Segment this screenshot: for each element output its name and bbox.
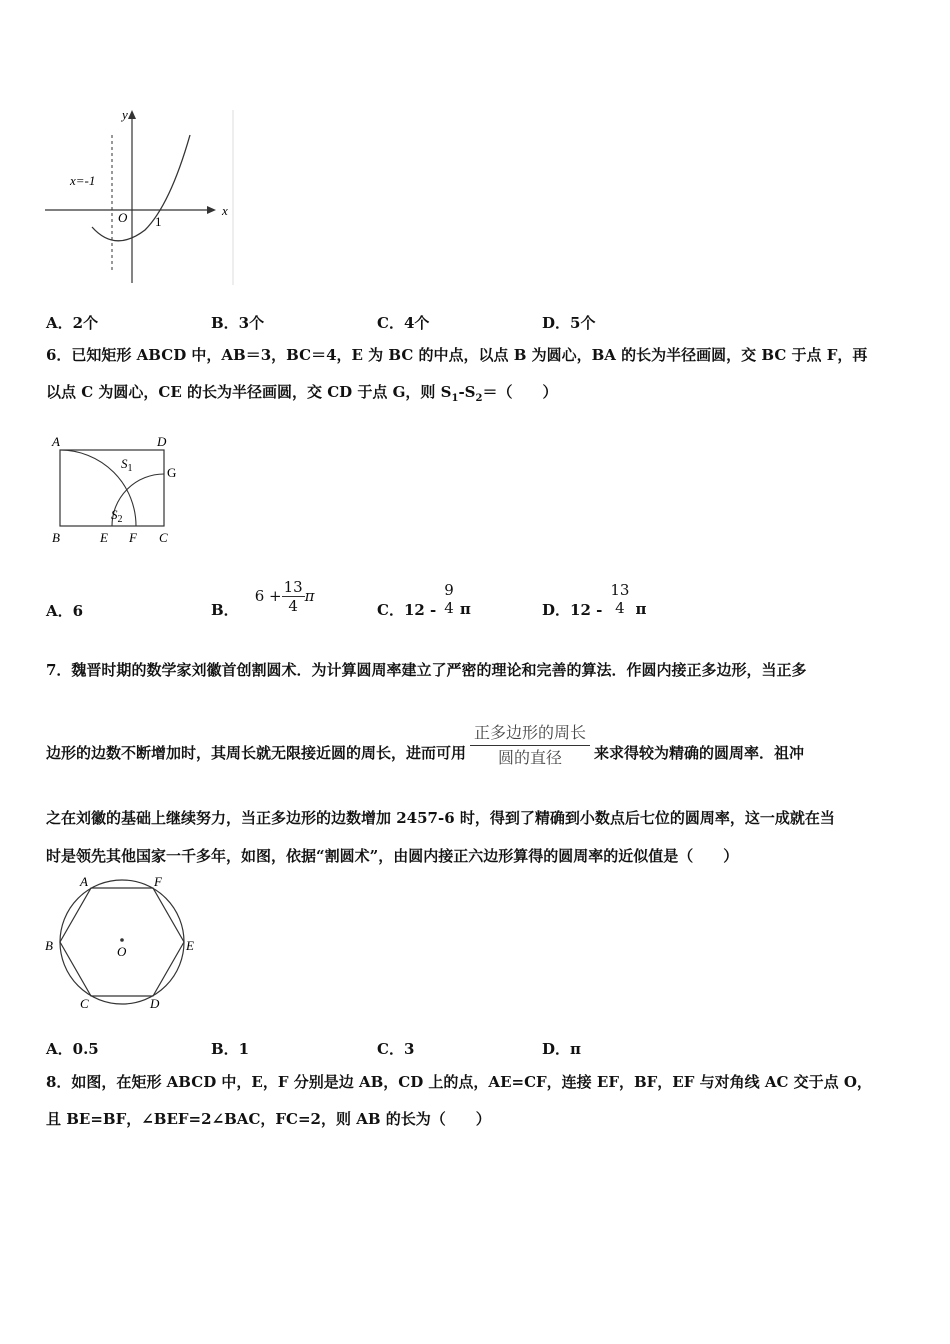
q7-line-2-post: 来求得较为精确的圆周率．祖冲 xyxy=(594,744,805,762)
q6-option-b-whole: 6 + xyxy=(254,587,282,605)
q5-option-c[interactable]: C．4个 xyxy=(377,314,430,332)
q6-sub-2: 2 xyxy=(475,393,483,404)
label-a: A xyxy=(52,434,60,449)
q6-option-c[interactable] xyxy=(377,577,471,627)
q7-option-c[interactable]: C．3 xyxy=(377,1040,415,1058)
q6-option-d-numerator: 13 xyxy=(610,581,630,599)
q6-option-d-prefix: D．12 - xyxy=(542,600,603,619)
label-a: A xyxy=(80,874,88,889)
label-e: E xyxy=(100,530,108,545)
q7-option-a[interactable]: A．0.5 xyxy=(46,1040,99,1058)
label-s2: $S_2$ xyxy=(111,507,123,525)
q6-option-b-pi: π xyxy=(304,587,315,605)
x-neg1-label: x=-1 xyxy=(70,173,96,188)
y-axis-arrow-icon xyxy=(128,110,136,119)
q6-line-1: 6．已知矩形 ABCD 中，AB＝3，BC＝4，E 为 BC 的中点，以点 B 为圆心，BA 的长为半径画圆，交 BC 于点 F，再 xyxy=(46,346,868,364)
q6-option-b-fraction xyxy=(282,578,305,615)
q6-option-d-pi: π xyxy=(635,600,647,618)
q7-line-2 xyxy=(46,720,804,770)
origin-label: O xyxy=(118,210,128,225)
q7-line-4: 时是领先其他国家一千多年，如图，依据“割圆术”，由圆内接正六边形算得的圆周率的近似值是（ ） xyxy=(46,847,739,865)
label-c: C xyxy=(80,996,89,1011)
q6-option-b-prefix: B． xyxy=(211,600,239,619)
q6-option-b-denominator: 4 xyxy=(288,596,298,615)
label-o: O xyxy=(117,944,127,959)
q6-option-d[interactable] xyxy=(542,577,646,627)
q7-option-b[interactable]: B．1 xyxy=(211,1040,250,1058)
label-s1: $S_1$ xyxy=(121,456,133,474)
q8-line-2: 且 BE=BF，∠BEF=2∠BAC，FC=2，则 AB 的长为（ ） xyxy=(46,1110,491,1128)
q6-line-2-mid: -S xyxy=(458,383,476,401)
q6-option-c-fraction xyxy=(442,581,456,617)
q7-hexagon-figure xyxy=(40,872,205,1012)
parabola-curve xyxy=(92,135,190,241)
q8-line-1: 8．如图，在矩形 ABCD 中，E，F 分别是边 AB，CD 上的点，AE=CF，连接 EF，BF，EF 与对角线 AC 交于点 O， xyxy=(46,1073,872,1091)
q6-option-c-pi: π xyxy=(459,600,471,618)
q7-fraction-denominator: 圆的直径 xyxy=(498,747,563,767)
label-c: C xyxy=(159,530,168,545)
q6-option-c-numerator: 9 xyxy=(444,581,454,599)
q6-option-b-numerator: 13 xyxy=(283,577,303,596)
q5-option-a[interactable]: A．2个 xyxy=(46,314,99,332)
label-b: B xyxy=(45,938,53,953)
q6-option-b[interactable] xyxy=(211,577,315,627)
one-label: 1 xyxy=(155,214,162,229)
x-axis-arrow-icon xyxy=(207,206,216,214)
q6-option-d-denominator: 4 xyxy=(615,599,625,617)
q5-option-b[interactable]: B．3个 xyxy=(211,314,265,332)
q6-rectangle-figure xyxy=(45,430,190,550)
x-axis-label: x xyxy=(222,203,228,218)
q6-line-2-post: ＝（ ） xyxy=(482,383,558,401)
label-f: F xyxy=(154,874,162,889)
q5-option-d[interactable]: D．5个 xyxy=(542,314,596,332)
q6-option-c-denominator: 4 xyxy=(444,599,454,617)
q7-line-3: 之在刘徽的基础上继续努力，当正多边形的边数增加 2457-6 时，得到了精确到小数点后七位的圆周率，这一成就在当 xyxy=(46,809,835,827)
q6-line-2 xyxy=(46,382,557,409)
q6-line-2-pre: 以点 C 为圆心，CE 的长为半径画圆，交 CD 于点 G，则 S xyxy=(46,383,452,401)
q6-sub-1: 1 xyxy=(451,393,459,404)
circumcircle xyxy=(60,880,184,1004)
q7-line-1: 7．魏晋时期的数学家刘徽首创割圆术．为计算圆周率建立了严密的理论和完善的算法．作圆内接正多边形，当正多 xyxy=(46,661,807,679)
label-f: F xyxy=(129,530,137,545)
q6-option-c-prefix: C．12 - xyxy=(377,600,437,619)
q6-option-a[interactable]: A．6 xyxy=(46,602,84,620)
q6-option-d-fraction xyxy=(608,581,631,617)
label-g: G xyxy=(167,465,177,480)
label-d: D xyxy=(150,996,160,1011)
function-graph xyxy=(40,105,240,290)
q7-fraction xyxy=(470,723,590,768)
q7-line-2-pre: 边形的边数不断增加时，其周长就无限接近圆的周长，进而可用 xyxy=(46,744,467,762)
label-e: E xyxy=(186,938,194,953)
center-point xyxy=(120,938,124,942)
label-d: D xyxy=(157,434,167,449)
label-b: B xyxy=(52,530,60,545)
q7-option-d[interactable]: D．π xyxy=(542,1040,581,1058)
regular-hexagon xyxy=(60,888,184,996)
q7-fraction-numerator: 正多边形的周长 xyxy=(470,723,590,746)
y-axis-label: y xyxy=(122,107,128,122)
